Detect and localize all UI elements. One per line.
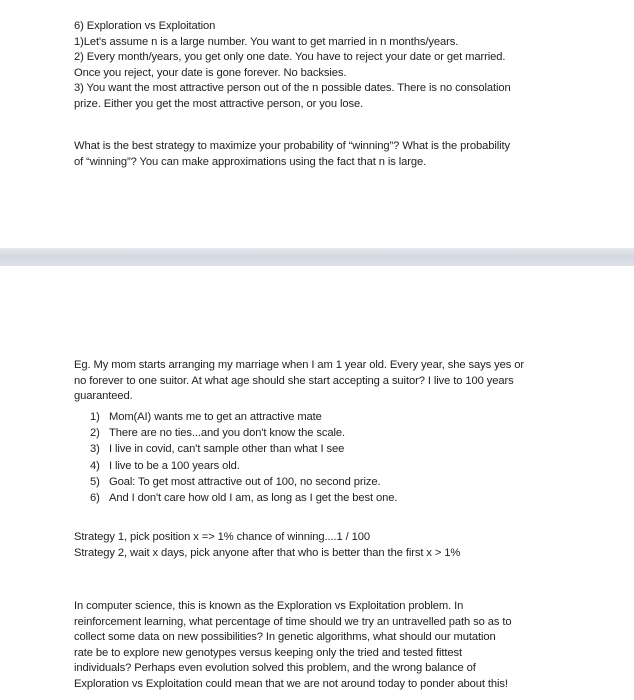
example-intro-line: no forever to one suitor. At what age should she start accepting a suitor? I live to 100 years [74, 374, 514, 387]
conclusion-line: Exploration vs Exploitation could mean that we are not around today to ponder about this! [74, 677, 508, 690]
conclusion-line: In computer science, this is known as the Exploration vs Exploitation problem. In [74, 600, 464, 612]
list-text: Mom(AI) wants me to get an attractive mate [109, 411, 322, 423]
conclusion-line: collect some data on new possibilities? In genetic algorithms, what should our mutation [74, 631, 496, 644]
list-text: And I don't care how old I am, as long as I get the best one. [109, 491, 398, 504]
list-text: I live to be a 100 years old. [109, 459, 240, 472]
assumption-list [74, 409, 580, 506]
problem-line: 1)Let's assume n is a large number. You want to get married in n months/years. [74, 35, 459, 48]
list-number: 6) [90, 491, 100, 504]
question-line: of “winning”? You can make approximations using the fact that n is large. [74, 155, 427, 168]
problem-line: 3) You want the most attractive person out of the n possible dates. There is no consolation [74, 82, 511, 95]
list-item [74, 458, 580, 474]
problem-line: 2) Every month/years, you get only one date. You have to reject your date or get married. [74, 51, 506, 64]
list-number: 2) [90, 427, 100, 440]
problem-heading: 6) Exploration vs Exploitation [74, 20, 216, 32]
list-number: 4) [90, 459, 100, 472]
list-text: There are no ties...and you don't know the scale. [109, 427, 346, 440]
list-text: Goal: To get most attractive out of 100, no second prize. [109, 475, 381, 488]
list-text: I live in covid, can't sample other than what I see [109, 443, 345, 456]
conclusion-line: rate be to explore new genotypes versus keeping only the tried and tested fittest [74, 646, 463, 659]
strategy-line: Strategy 2, wait x days, pick anyone after that who is better than the first x > 1% [74, 546, 461, 559]
problem-line: prize. Either you get the most attractive person, or you lose. [74, 97, 364, 110]
example-intro-line: guaranteed. [74, 390, 133, 403]
list-item [74, 490, 580, 506]
conclusion [74, 599, 580, 693]
conclusion-line: reinforcement learning, what percentage of time should we try an untravelled path so as to [74, 615, 512, 628]
problem-line: Once you reject, your date is gone forever. No backsies. [74, 66, 347, 79]
list-item [74, 409, 580, 425]
list-number: 5) [90, 475, 100, 488]
strategies [74, 530, 580, 561]
question-line: What is the best strategy to maximize your probability of “winning”? What is the probability [74, 140, 511, 152]
problem-statement [74, 19, 580, 113]
example-intro [74, 358, 580, 405]
list-item [74, 425, 580, 441]
conclusion-line: individuals? Perhaps even evolution solved this problem, and the wrong balance of [74, 662, 476, 675]
list-number: 3) [90, 443, 100, 456]
example-assumptions [74, 409, 580, 506]
list-number: 1) [90, 411, 100, 423]
example-intro-line: Eg. My mom starts arranging my marriage when I am 1 year old. Every year, she says yes or [74, 359, 524, 371]
page-separator [0, 248, 634, 266]
strategy-line: Strategy 1, pick position x => 1% chance of winning....1 / 100 [74, 531, 371, 543]
page-top [0, 0, 634, 248]
list-item [74, 474, 580, 490]
list-item [74, 441, 580, 457]
page-bottom [0, 266, 634, 700]
problem-question [74, 139, 580, 170]
